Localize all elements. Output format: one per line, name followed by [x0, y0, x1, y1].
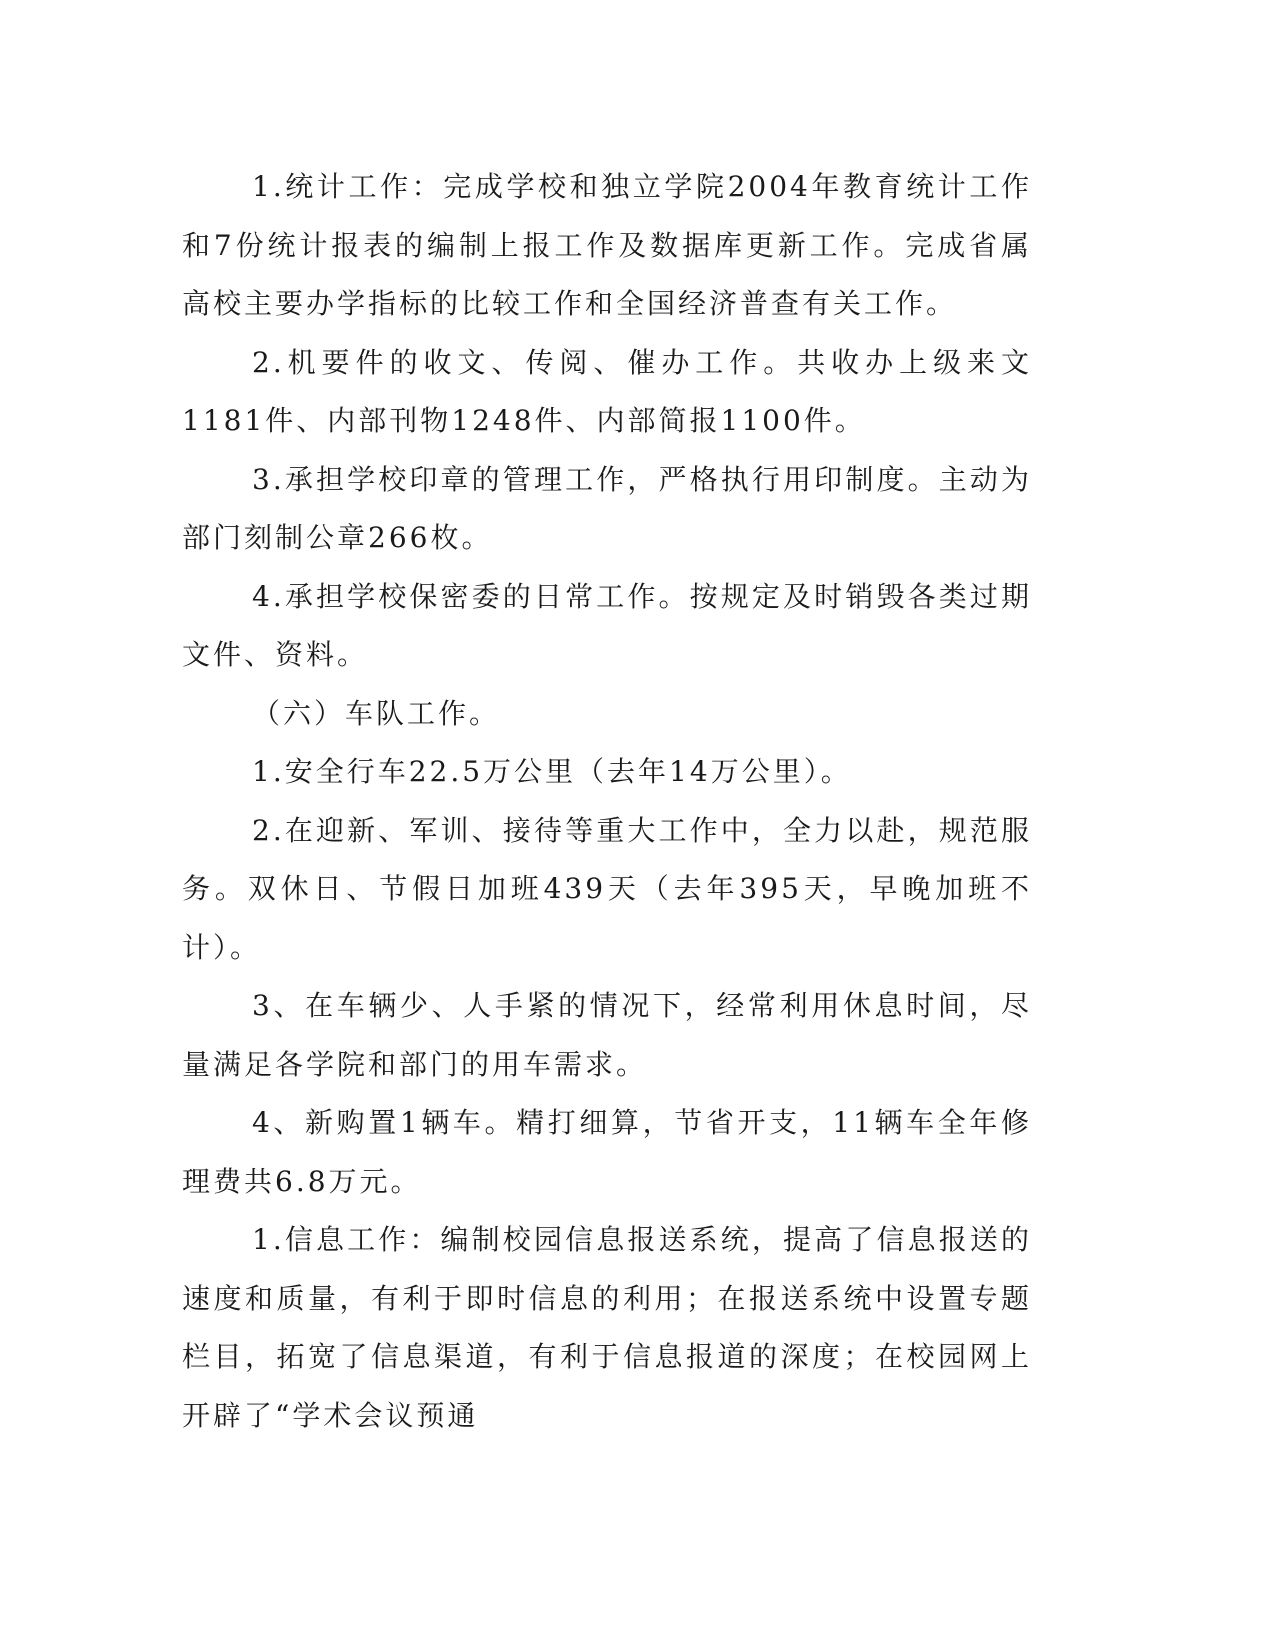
paragraph-safe-driving: 1.安全行车22.5万公里（去年14万公里）。 — [252, 755, 852, 788]
paragraph-statistics-work: 1.统计工作：完成学校和独立学院2004年教育统计工作和7份统计报表的编制上报工作及数据库更新工作。完成省属高校主要办学指标的比较工作和全国经济普查有关工作。 — [182, 170, 1032, 320]
paragraph-seal-management: 3.承担学校印章的管理工作，严格执行用印制度。主动为部门刻制公章266枚。 — [182, 462, 1032, 554]
section-heading-motorcade: （六）车队工作。 — [252, 696, 501, 730]
paragraph-major-events-service: 2.在迎新、军训、接待等重大工作中，全力以赴，规范服务。双休日、节假日加班439天（去年395天，早晚加班不计）。 — [182, 813, 1032, 964]
paragraph-information-work: 1.信息工作：编制校园信息报送系统，提高了信息报送的速度和质量，有利于即时信息的利用；在报送系统中设置专题栏目，拓宽了信息渠道，有利于信息报道的深度；在校园网上开辟了“学术会议预通 — [182, 1223, 1032, 1432]
paragraph-secrecy-committee: 4.承担学校保密委的日常工作。按规定及时销毁各类过期文件、资料。 — [182, 579, 1032, 671]
paragraph-confidential-documents: 2.机要件的收文、传阅、催办工作。共收办上级来文1181件、内部刊物1248件、内部简报1100件。 — [182, 345, 1032, 437]
paragraph-vehicle-demand: 3、在车辆少、人手紧的情况下，经常利用休息时间，尽量满足各学院和部门的用车需求。 — [182, 989, 1032, 1081]
paragraph-new-vehicle: 4、新购置1辆车。精打细算，节省开支，11辆车全年修理费共6.8万元。 — [182, 1106, 1032, 1198]
document-body — [182, 158, 1032, 1445]
